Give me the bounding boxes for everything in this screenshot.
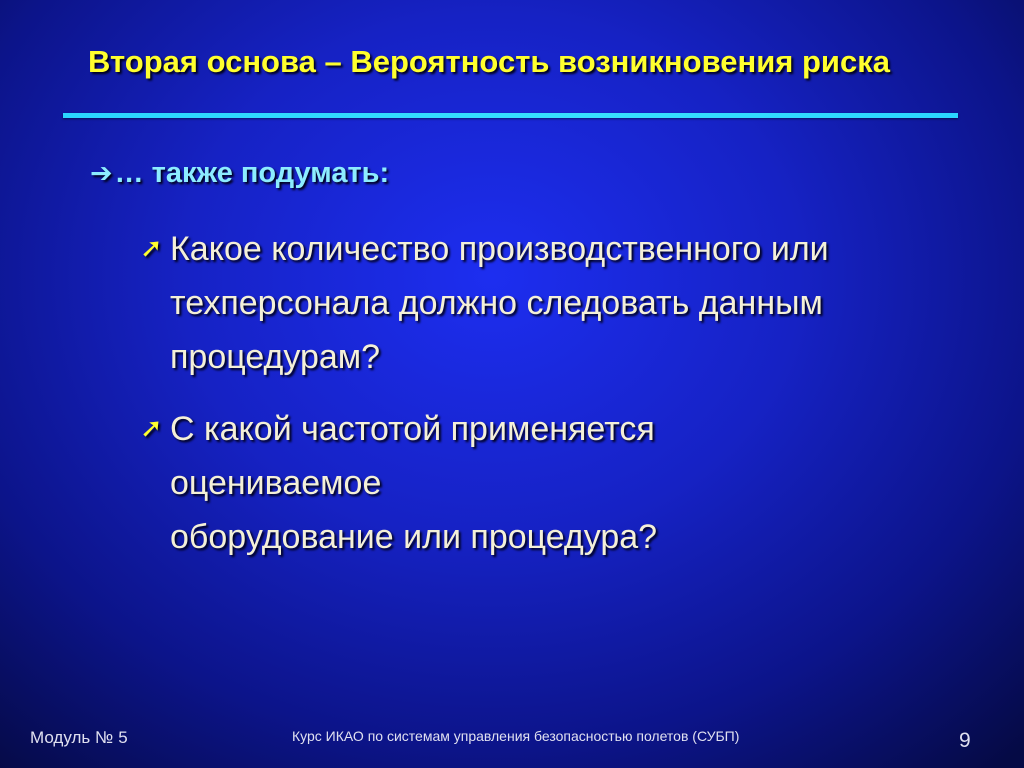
main-bullet-text: … также подумать: (114, 156, 390, 189)
page-number: 9 (959, 729, 971, 752)
footer-module (30, 728, 133, 748)
main-bullet (90, 151, 389, 195)
footer-course-name: Курс ИКАО по системам управления безопасностью полетов (СУБП) (292, 728, 740, 744)
title-divider (63, 113, 958, 118)
sub-bullet-2-text: С какой частотой применяется оцениваемое оборудование или процедура? (170, 410, 658, 556)
slide-title: Вторая основа – Вероятность возникновения риска (88, 44, 890, 79)
right-arrow-icon: ➔ (90, 157, 113, 189)
up-right-arrow-icon: ➚ (140, 233, 163, 264)
sub-bullet-1 (140, 222, 860, 384)
up-right-arrow-icon: ➚ (140, 413, 163, 444)
footer-module-number: 5 (118, 728, 128, 747)
sub-bullet-2 (140, 402, 860, 564)
sub-bullet-1-text: Какое количество производственного или техперсонала должно следовать данным процедурам? (170, 230, 829, 376)
footer-module-label: Модуль № (30, 728, 114, 747)
